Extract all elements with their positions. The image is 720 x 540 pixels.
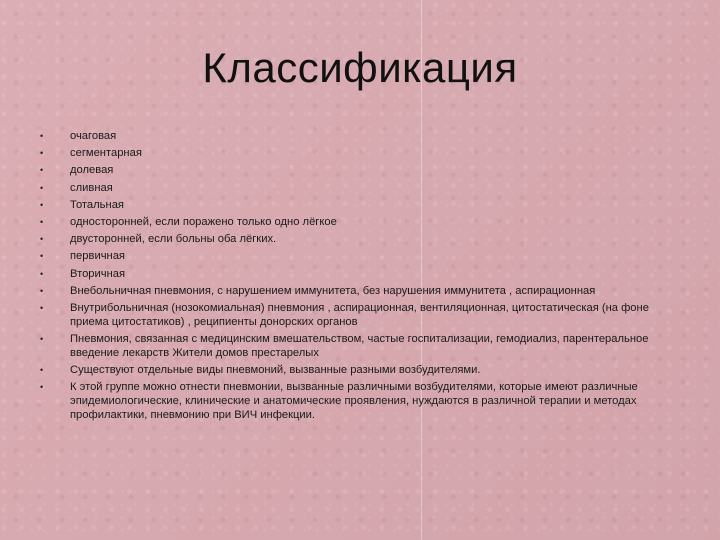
- list-item: [38, 129, 678, 143]
- list-item-text: долевая: [70, 164, 114, 177]
- list-item-text: К этой группе можно отнести пневмонии, вызванные различными возбудителями, которые имеют различные эпидемиологические, клинические и анатомические проявления, нуждаются в различной терапии и методах профилактики, пневмонию при ВИЧ инфекции.: [70, 381, 638, 422]
- list-item-text: сегментарная: [70, 147, 142, 160]
- bullet-icon: •: [40, 199, 44, 210]
- list-item-text: Тотальная: [70, 198, 124, 211]
- bullet-icon: •: [40, 302, 44, 313]
- list-item: [38, 198, 678, 212]
- list-item-text: односторонней, если поражено только одно лёгкое: [70, 215, 337, 228]
- list-item-text: очаговая: [70, 130, 117, 142]
- bullet-icon: •: [40, 285, 44, 296]
- list-item-text: Пневмония, связанная с медицинским вмешательством, частые госпитализации, гемодиализ, парентеральное введение лекарств Жители домов престарелых: [70, 333, 649, 360]
- list-item: [38, 267, 678, 281]
- bullet-icon: •: [40, 216, 44, 227]
- list-item: [38, 163, 678, 177]
- bullet-icon: •: [40, 365, 44, 376]
- list-item: [38, 301, 678, 329]
- list-item-text: Внутрибольничная (нозокомиальная) пневмония , аспирационная, вентиляционная, цитостатическая (на фоне приема цитостатиков) , реципиенты донорских органов: [70, 301, 649, 328]
- bullet-icon: •: [40, 251, 44, 262]
- list-item: [38, 215, 678, 229]
- bullet-icon: •: [40, 382, 44, 393]
- classification-list: [38, 129, 678, 426]
- list-item: [38, 181, 678, 195]
- list-item: [38, 363, 678, 377]
- list-item-text: двусторонней, если больны оба лёгких.: [70, 233, 277, 246]
- bullet-icon: •: [40, 182, 44, 193]
- list-item-text: Внебольничная пневмония, с нарушением иммунитета, без нарушения иммунитета , аспирационная: [70, 284, 596, 297]
- list-item: [38, 249, 678, 263]
- bullet-icon: •: [40, 334, 44, 345]
- list-item: [38, 332, 678, 360]
- bullet-icon: •: [40, 165, 44, 176]
- bullet-icon: •: [40, 234, 44, 245]
- list-item: [38, 380, 678, 422]
- slide-title: Классификация: [202, 44, 518, 91]
- list-item: [38, 232, 678, 246]
- list-item-text: Вторичная: [70, 267, 126, 280]
- list-item-text: сливная: [70, 181, 113, 194]
- bullet-icon: •: [40, 131, 44, 141]
- list-item-text: Существуют отдельные виды пневмоний, вызванные разными возбудителями.: [70, 364, 481, 377]
- bullet-icon: •: [40, 148, 44, 159]
- bullet-icon: •: [40, 268, 44, 279]
- list-item: [38, 284, 678, 298]
- list-item: [38, 146, 678, 160]
- list-item-text: первичная: [70, 250, 125, 263]
